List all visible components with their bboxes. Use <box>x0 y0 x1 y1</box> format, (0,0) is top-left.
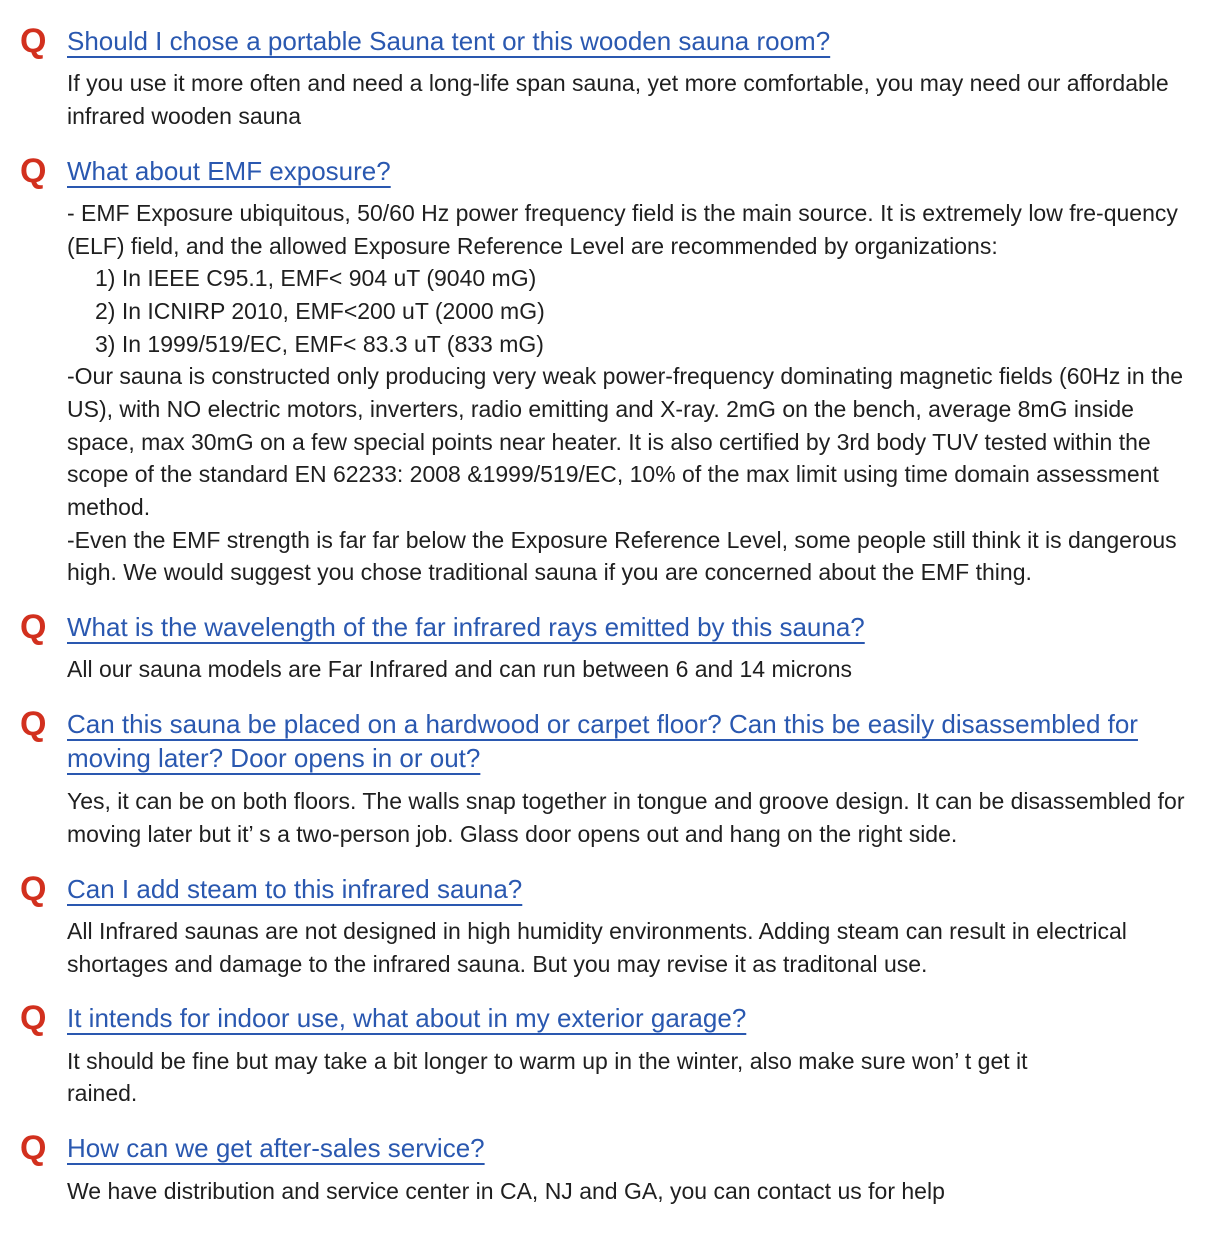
faq-item <box>20 1128 1188 1208</box>
answer-text: We have distribution and service center in CA, NJ and GA, you can contact us for help <box>67 1178 945 1205</box>
answer-text: It should be fine but may take a bit longer to warm up in the winter, also make sure won’ t get it rained. <box>67 1047 1028 1107</box>
question-link[interactable]: What is the wavelength of the far infrared rays emitted by this sauna? <box>67 611 865 642</box>
list-item: 3) In 1999/519/EC, EMF< 83.3 uT (833 mG) <box>95 330 544 357</box>
question-marker: Q <box>20 704 47 743</box>
emf-standards-list <box>67 262 1157 360</box>
faq-document <box>20 24 1188 1208</box>
question-link[interactable]: Can I add steam to this infrared sauna? <box>67 873 523 904</box>
faq-item <box>20 1001 1188 1110</box>
faq-item <box>20 151 1188 589</box>
question-link[interactable]: How can we get after-sales service? <box>67 1132 485 1163</box>
list-item: 1) In IEEE C95.1, EMF< 904 uT (9040 mG) <box>95 265 537 292</box>
answer-text: All our sauna models are Far Infrared and can run between 6 and 14 microns <box>67 656 852 683</box>
answer-text: -Our sauna is constructed only producing very weak power-frequency dominating magnetic fields (60Hz in the US), with NO electric motors, inverters, radio emitting and X-ray. 2mG on the bench, average 8mG inside space, max 30mG on a few special points near heater. It is also certified by 3rd body TUV tested within the scope of the standard EN 62233: 2008 &1999/519/EC, 10% of the max limit using time domain assessment method. <box>67 363 1184 520</box>
faq-item <box>20 607 1188 686</box>
answer-text: Yes, it can be on both floors. The walls snap together in tongue and groove design. It can be disassembled for moving later but it’ s a two-person job. Glass door opens out and hang on the right side. <box>67 788 1185 848</box>
answer-text: All Infrared saunas are not designed in high humidity environments. Adding steam can result in electrical shortages and damage to the infrared sauna. But you may revise it as traditonal use. <box>67 918 1127 977</box>
answer-text: - EMF Exposure ubiquitous, 50/60 Hz power frequency field is the main source. It is extremely low fre-quency (ELF) field, and the allowed Exposure Reference Level are recommended by organizations: <box>67 199 1178 259</box>
list-item: 2) In ICNIRP 2010, EMF<200 uT (2000 mG) <box>95 297 545 324</box>
question-marker: Q <box>20 607 47 646</box>
question-link[interactable]: What about EMF exposure? <box>67 155 391 186</box>
question-link[interactable]: Should I chose a portable Sauna tent or this wooden sauna room? <box>67 26 831 56</box>
answer-text: -Even the EMF strength is far far below the Exposure Reference Level, some people still think it is dangerous high. We would suggest you chose traditional sauna if you are concerned about the EMF thing. <box>67 526 1177 586</box>
answer-text: If you use it more often and need a long-life span sauna, yet more comfortable, you may need our affordable infrared wooden sauna <box>67 70 1169 129</box>
faq-item <box>20 869 1188 981</box>
question-marker: Q <box>20 999 47 1038</box>
question-marker: Q <box>20 869 47 908</box>
faq-item <box>20 24 1188 133</box>
question-marker: Q <box>20 1128 47 1167</box>
question-link[interactable]: It intends for indoor use, what about in my exterior garage? <box>67 1003 747 1034</box>
question-marker: Q <box>20 22 47 60</box>
faq-item <box>20 704 1188 851</box>
question-marker: Q <box>20 151 47 190</box>
question-link[interactable]: Can this sauna be placed on a hardwood or carpet floor? Can this be easily disassembled for moving later? Door opens in or out? <box>67 708 1138 774</box>
